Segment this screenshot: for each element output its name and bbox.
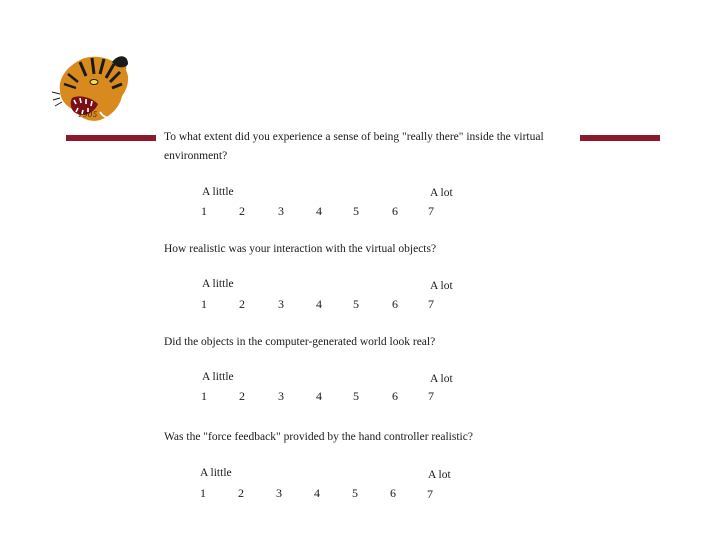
scale-option[interactable]: 7 [428,204,434,218]
scale-option[interactable]: 1 [201,297,207,311]
scale-option[interactable]: 5 [353,389,359,403]
scale-option[interactable]: 3 [278,389,284,403]
scale-option[interactable]: 7 [427,487,433,501]
scale-option[interactable]: 6 [392,204,398,218]
scale-option[interactable]: 1 [201,204,207,218]
scale-option[interactable]: 1 [201,389,207,403]
scale-option[interactable]: 3 [276,486,282,500]
accent-rule-right [580,135,660,141]
scale-option[interactable]: 5 [352,486,358,500]
scale-option[interactable]: 2 [239,389,245,403]
question-text: To what extent did you experience a sense of being "really there" inside the virtual environment? [164,131,544,162]
scale-high-label: A lot [430,280,453,292]
scale-option[interactable]: 2 [238,486,244,500]
scale-option[interactable]: 5 [353,204,359,218]
scale-low-label: A little [200,467,232,479]
scale-high-label: A lot [430,373,453,385]
scale-option[interactable]: 2 [239,297,245,311]
scale-low-label: A little [202,186,234,198]
scale-high-label: A lot [428,469,451,481]
scale-option[interactable]: 3 [278,297,284,311]
scale-option[interactable]: 4 [316,297,322,311]
scale-option[interactable]: 2 [239,204,245,218]
question-text: Did the objects in the computer-generated world look real? [164,336,436,348]
accent-rule-left [66,135,156,141]
scale-option[interactable]: 4 [314,486,320,500]
scale-option[interactable]: 6 [392,297,398,311]
scale-option[interactable]: 1 [200,486,206,500]
scale-high-label: A lot [430,187,453,199]
scale-low-label: A little [202,278,234,290]
scale-option[interactable]: 6 [390,486,396,500]
scale-low-label: A little [202,371,234,383]
scale-option[interactable]: 5 [353,297,359,311]
question-text: Was the "force feedback" provided by the hand controller realistic? [164,431,473,443]
scale-option[interactable]: 4 [316,389,322,403]
scale-option[interactable]: 3 [278,204,284,218]
scale-option[interactable]: 7 [428,297,434,311]
scale-option[interactable]: 4 [316,204,322,218]
logo-year: 1905 [78,110,98,119]
scale-option[interactable]: 6 [392,389,398,403]
scale-option[interactable]: 7 [428,389,434,403]
question-text: How realistic was your interaction with the virtual objects? [164,243,437,255]
